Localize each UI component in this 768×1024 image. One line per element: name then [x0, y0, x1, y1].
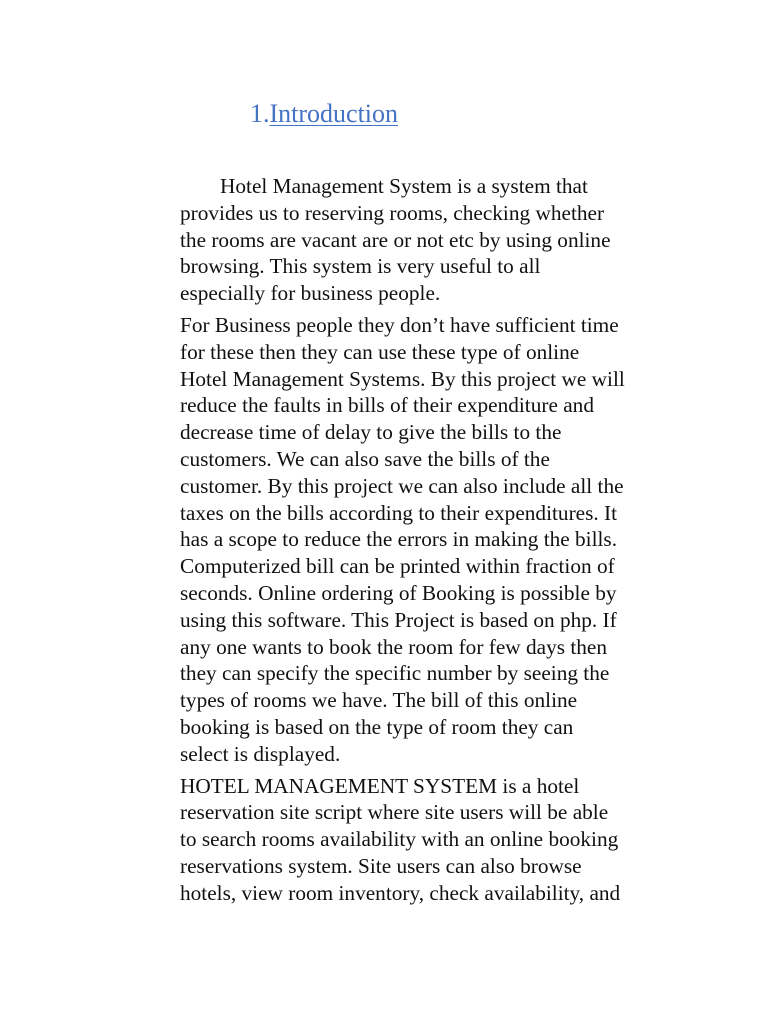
paragraph-line: select is displayed. — [180, 741, 341, 766]
paragraph-line: HOTEL MANAGEMENT SYSTEM is a hotel — [180, 773, 580, 798]
document-body — [180, 173, 660, 907]
paragraph-line: types of rooms we have. The bill of this online — [180, 688, 578, 713]
paragraph-line: taxes on the bills according to their expenditures. It — [180, 500, 618, 525]
paragraph-line: hotels, view room inventory, check availability, and — [180, 880, 621, 905]
paragraph-line: For Business people they don’t have sufficient time — [180, 312, 619, 337]
paragraph-line: they can specify the specific number by seeing the — [180, 661, 610, 686]
paragraph-line: especially for business people. — [180, 281, 441, 306]
paragraph-line: customer. By this project we can also include all the — [180, 473, 624, 498]
paragraph-3 — [180, 773, 660, 907]
paragraph-line: provides us to reserving rooms, checking whether — [180, 200, 605, 225]
paragraph-line: Hotel Management Systems. By this project we will — [180, 366, 625, 391]
paragraph-1 — [180, 173, 660, 307]
paragraph-line: booking is based on the type of room they can — [180, 714, 574, 739]
paragraph-line: browsing. This system is very useful to all — [180, 254, 541, 279]
heading-title-link[interactable]: Introduction — [269, 99, 399, 128]
paragraph-line: Hotel Management System is a system that — [220, 174, 588, 198]
paragraph-line: for these then they can use these type of online — [180, 339, 580, 364]
paragraph-line: to search rooms availability with an online booking — [180, 827, 619, 852]
paragraph-line: reservations system. Site users can also browse — [180, 853, 582, 878]
paragraph-line: reduce the faults in bills of their expenditure and — [180, 393, 594, 418]
paragraph-line: any one wants to book the room for few days then — [180, 634, 608, 659]
paragraph-line: decrease time of delay to give the bills to the — [180, 420, 562, 445]
paragraph-line: Computerized bill can be printed within fraction of — [180, 554, 615, 579]
paragraph-line: the rooms are vacant are or not etc by using online — [180, 227, 611, 252]
section-heading — [250, 96, 398, 132]
paragraph-line: seconds. Online ordering of Booking is possible by — [180, 580, 617, 605]
paragraph-line: using this software. This Project is based on php. If — [180, 607, 617, 632]
heading-number: 1. — [250, 99, 270, 128]
paragraph-2 — [180, 312, 660, 768]
paragraph-line: has a scope to reduce the errors in making the bills. — [180, 527, 618, 552]
paragraph-line: customers. We can also save the bills of the — [180, 446, 550, 471]
paragraph-line: reservation site script where site users will be able — [180, 800, 609, 825]
